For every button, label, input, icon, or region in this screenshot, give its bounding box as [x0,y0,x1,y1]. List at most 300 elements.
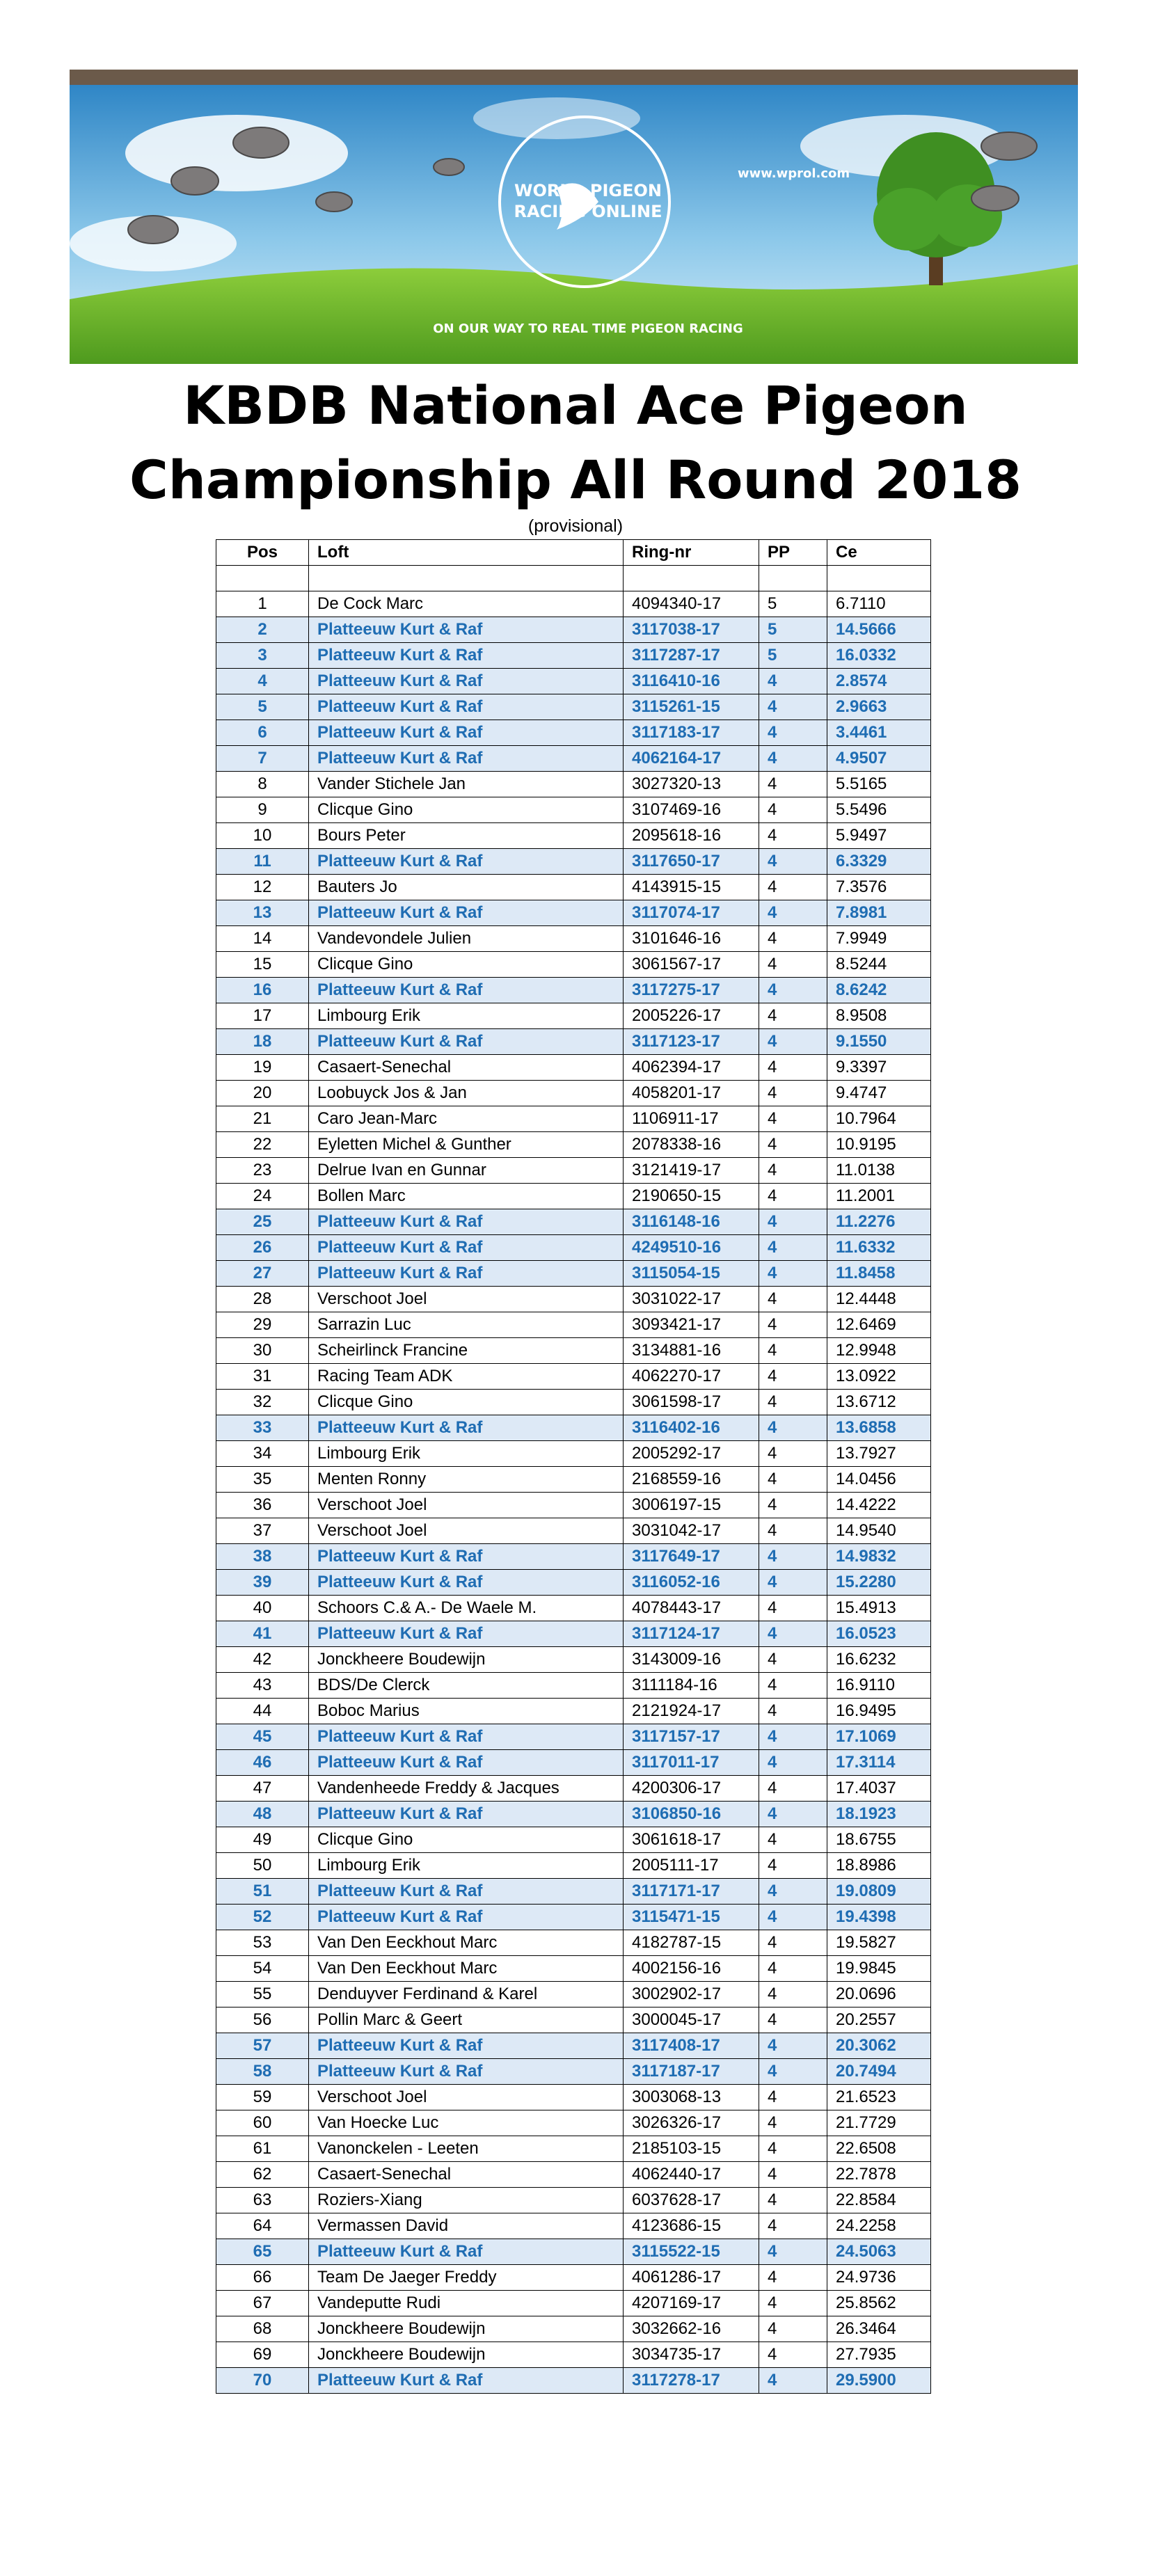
cell-ring-nr: 4207169-17 [624,2290,759,2316]
table-row [216,2290,931,2316]
cell-pos: 8 [216,771,309,797]
table-row [216,848,931,874]
cell-pos: 1 [216,591,309,617]
cell-ce: 14.0456 [827,1466,931,1492]
table-row [216,1260,931,1286]
cell-loft: BDS/De Clerck [309,1672,624,1698]
cell-ce: 8.9508 [827,1003,931,1028]
table-row [216,1955,931,1981]
cell-loft: Jonckheere Boudewijn [309,2342,624,2367]
cell-loft: Clicque Gino [309,951,624,977]
cell-pp: 4 [759,1878,827,1904]
cell-pp: 4 [759,848,827,874]
cell-pos: 15 [216,951,309,977]
cell-pp: 4 [759,1003,827,1028]
cell-ring-nr: 3101646-16 [624,925,759,951]
table-row [216,1312,931,1337]
cell-ring-nr: 3117275-17 [624,977,759,1003]
cell-loft: Platteeuw Kurt & Raf [309,1209,624,1234]
cell-pp: 4 [759,1621,827,1646]
cell-pp: 4 [759,2007,827,2033]
cell-ring-nr: 3116052-16 [624,1569,759,1595]
cell-ring-nr: 3061567-17 [624,951,759,977]
table-row [216,1775,931,1801]
cell-pos: 50 [216,1852,309,1878]
cell-ce: 7.8981 [827,900,931,925]
cell-pos: 38 [216,1543,309,1569]
cell-pp: 4 [759,1724,827,1749]
table-row [216,591,931,617]
table-row [216,1209,931,1234]
table-row [216,977,931,1003]
cell-ring-nr: 3117038-17 [624,617,759,642]
cell-pp: 4 [759,1775,827,1801]
cell-ring-nr: 2005226-17 [624,1003,759,1028]
cell-ce: 9.3397 [827,1054,931,1080]
cell-loft: Van Den Eeckhout Marc [309,1930,624,1955]
cell-pos: 14 [216,925,309,951]
cell-ce: 20.7494 [827,2058,931,2084]
cell-loft: Platteeuw Kurt & Raf [309,2058,624,2084]
provisional-note: (provisional) [527,516,624,536]
cell-ce: 6.3329 [827,848,931,874]
cell-loft: Verschoot Joel [309,1286,624,1312]
cell-ce: 21.7729 [827,2110,931,2136]
spacer-cell [216,566,309,591]
cell-loft: Pollin Marc & Geert [309,2007,624,2033]
header-pp: PP [759,540,827,566]
cell-pos: 52 [216,1904,309,1930]
cell-pp: 4 [759,1234,827,1260]
cell-ring-nr: 3107469-16 [624,797,759,822]
cell-pp: 4 [759,1415,827,1440]
cell-pp: 4 [759,2033,827,2058]
cell-pp: 4 [759,745,827,771]
cell-pos: 4 [216,668,309,694]
cell-ce: 22.6508 [827,2136,931,2161]
cell-pos: 32 [216,1389,309,1415]
cell-ce: 16.0523 [827,1621,931,1646]
cell-pp: 4 [759,668,827,694]
cell-ring-nr: 3117074-17 [624,900,759,925]
cell-loft: Boboc Marius [309,1698,624,1724]
cell-pp: 4 [759,2316,827,2342]
cell-pos: 22 [216,1131,309,1157]
cell-loft: Platteeuw Kurt & Raf [309,1543,624,1569]
cell-loft: Vander Stichele Jan [309,771,624,797]
cell-pp: 4 [759,1852,827,1878]
cell-pos: 61 [216,2136,309,2161]
table-row [216,2187,931,2213]
cell-ring-nr: 3117123-17 [624,1028,759,1054]
cell-ring-nr: 2005111-17 [624,1852,759,1878]
table-row [216,1646,931,1672]
cell-ce: 15.4913 [827,1595,931,1621]
table-row [216,1415,931,1440]
cell-loft: Delrue Ivan en Gunnar [309,1157,624,1183]
spacer-cell [624,566,759,591]
table-row [216,1054,931,1080]
cell-loft: Platteeuw Kurt & Raf [309,1415,624,1440]
cell-pp: 4 [759,1749,827,1775]
cell-ce: 10.9195 [827,1131,931,1157]
cell-loft: Platteeuw Kurt & Raf [309,1749,624,1775]
cell-pos: 36 [216,1492,309,1518]
cell-ce: 16.9110 [827,1672,931,1698]
banner-url: www.wprol.com [738,166,850,181]
cell-ce: 22.7878 [827,2161,931,2187]
cell-loft: Platteeuw Kurt & Raf [309,745,624,771]
table-row [216,900,931,925]
cell-ring-nr: 4058201-17 [624,1080,759,1106]
cell-ring-nr: 3002902-17 [624,1981,759,2007]
table-row [216,1672,931,1698]
cell-pos: 23 [216,1157,309,1183]
cell-pos: 31 [216,1363,309,1389]
cell-pp: 4 [759,2239,827,2264]
cell-ring-nr: 3117649-17 [624,1543,759,1569]
cell-pos: 42 [216,1646,309,1672]
cell-loft: Eyletten Michel & Gunther [309,1131,624,1157]
table-row [216,2264,931,2290]
cell-ce: 14.5666 [827,617,931,642]
table-row [216,1698,931,1724]
cell-ce: 18.6755 [827,1827,931,1852]
cell-pos: 35 [216,1466,309,1492]
cell-ce: 11.8458 [827,1260,931,1286]
header-pos: Pos [216,540,309,566]
table-row [216,1595,931,1621]
cell-pos: 26 [216,1234,309,1260]
cell-ce: 14.9832 [827,1543,931,1569]
cell-loft: Platteeuw Kurt & Raf [309,1234,624,1260]
cell-pp: 4 [759,2187,827,2213]
table-row [216,642,931,668]
cell-loft: Clicque Gino [309,1389,624,1415]
table-row [216,694,931,719]
cell-pp: 4 [759,951,827,977]
cell-ce: 14.9540 [827,1518,931,1543]
cell-loft: Platteeuw Kurt & Raf [309,848,624,874]
cell-pos: 10 [216,822,309,848]
cell-ce: 11.6332 [827,1234,931,1260]
cell-ce: 20.0696 [827,1981,931,2007]
cell-loft: Denduyver Ferdinand & Karel [309,1981,624,2007]
table-row [216,951,931,977]
cell-loft: De Cock Marc [309,591,624,617]
cell-ring-nr: 3117187-17 [624,2058,759,2084]
cell-pp: 4 [759,797,827,822]
cell-loft: Platteeuw Kurt & Raf [309,2239,624,2264]
cell-pos: 12 [216,874,309,900]
cell-ce: 17.1069 [827,1724,931,1749]
cell-ring-nr: 3117408-17 [624,2033,759,2058]
cell-ce: 19.0809 [827,1878,931,1904]
cell-ce: 6.7110 [827,591,931,617]
cell-pp: 4 [759,900,827,925]
table-row [216,822,931,848]
cell-ring-nr: 3116402-16 [624,1415,759,1440]
cell-pos: 41 [216,1621,309,1646]
page-title-line2: Championship All Round 2018 [129,449,1022,511]
cell-ring-nr: 2078338-16 [624,1131,759,1157]
cell-pp: 4 [759,2110,827,2136]
cell-ce: 11.0138 [827,1157,931,1183]
cell-loft: Platteeuw Kurt & Raf [309,1904,624,1930]
cell-ce: 13.0922 [827,1363,931,1389]
cell-pos: 16 [216,977,309,1003]
cell-ring-nr: 3117278-17 [624,2367,759,2393]
cell-ring-nr: 3061598-17 [624,1389,759,1415]
cell-ce: 7.3576 [827,874,931,900]
cell-ring-nr: 2168559-16 [624,1466,759,1492]
cell-ring-nr: 3116410-16 [624,668,759,694]
cell-pos: 18 [216,1028,309,1054]
cell-ce: 20.2557 [827,2007,931,2033]
cell-ring-nr: 3117650-17 [624,848,759,874]
cell-pos: 19 [216,1054,309,1080]
cell-ring-nr: 3117011-17 [624,1749,759,1775]
cell-pp: 4 [759,694,827,719]
header-banner [70,70,1078,364]
cell-ring-nr: 3006197-15 [624,1492,759,1518]
table-body [216,591,931,2393]
cell-pp: 4 [759,1801,827,1827]
cell-ce: 2.8574 [827,668,931,694]
cell-pp: 4 [759,1981,827,2007]
table-row [216,1801,931,1827]
cell-pp: 4 [759,1389,827,1415]
cell-pos: 27 [216,1260,309,1286]
cell-loft: Platteeuw Kurt & Raf [309,668,624,694]
cell-ring-nr: 3117171-17 [624,1878,759,1904]
table-row [216,719,931,745]
cell-ring-nr: 2190650-15 [624,1183,759,1209]
cell-ce: 4.9507 [827,745,931,771]
cell-pos: 47 [216,1775,309,1801]
cell-loft: Van Hoecke Luc [309,2110,624,2136]
table-header-row [216,540,931,566]
cell-pp: 4 [759,1286,827,1312]
cell-loft: Platteeuw Kurt & Raf [309,617,624,642]
cell-pos: 37 [216,1518,309,1543]
cell-ring-nr: 4062270-17 [624,1363,759,1389]
cell-pp: 4 [759,1054,827,1080]
cell-pp: 5 [759,617,827,642]
cell-ce: 19.4398 [827,1904,931,1930]
cell-ce: 14.4222 [827,1492,931,1518]
table-row [216,1852,931,1878]
cell-ring-nr: 4061286-17 [624,2264,759,2290]
cell-pp: 4 [759,1543,827,1569]
cell-pos: 13 [216,900,309,925]
cell-ce: 20.3062 [827,2033,931,2058]
cell-pp: 4 [759,1157,827,1183]
cell-ring-nr: 3106850-16 [624,1801,759,1827]
cell-loft: Casaert-Senechal [309,2161,624,2187]
cell-pos: 43 [216,1672,309,1698]
cell-ring-nr: 6037628-17 [624,2187,759,2213]
cell-pos: 33 [216,1415,309,1440]
cell-pp: 4 [759,1646,827,1672]
cell-ring-nr: 3093421-17 [624,1312,759,1337]
cell-pos: 51 [216,1878,309,1904]
cell-ce: 18.8986 [827,1852,931,1878]
cell-ring-nr: 4078443-17 [624,1595,759,1621]
table-row [216,1492,931,1518]
cell-ce: 16.0332 [827,642,931,668]
table-row [216,1878,931,1904]
cell-ring-nr: 3121419-17 [624,1157,759,1183]
cell-ce: 15.2280 [827,1569,931,1595]
cell-ce: 5.9497 [827,822,931,848]
cell-ce: 13.6858 [827,1415,931,1440]
table-row [216,1028,931,1054]
cell-pos: 5 [216,694,309,719]
cell-ce: 21.6523 [827,2084,931,2110]
table-row [216,1003,931,1028]
cell-ce: 24.9736 [827,2264,931,2290]
cell-ring-nr: 4249510-16 [624,1234,759,1260]
cell-ce: 11.2001 [827,1183,931,1209]
spacer-cell [309,566,624,591]
table-row [216,2058,931,2084]
cell-pos: 34 [216,1440,309,1466]
cell-pos: 67 [216,2290,309,2316]
cell-pp: 4 [759,1363,827,1389]
table-row [216,1337,931,1363]
cell-pp: 4 [759,1131,827,1157]
cell-pos: 49 [216,1827,309,1852]
cell-ce: 9.1550 [827,1028,931,1054]
cell-ring-nr: 3061618-17 [624,1827,759,1852]
cell-loft: Team De Jaeger Freddy [309,2264,624,2290]
cell-pos: 3 [216,642,309,668]
cell-loft: Verschoot Joel [309,1518,624,1543]
cell-ce: 19.5827 [827,1930,931,1955]
cell-pos: 60 [216,2110,309,2136]
cell-loft: Menten Ronny [309,1466,624,1492]
cell-pp: 4 [759,874,827,900]
cell-ring-nr: 4062394-17 [624,1054,759,1080]
cell-ring-nr: 3115054-15 [624,1260,759,1286]
cell-pos: 62 [216,2161,309,2187]
cell-pp: 4 [759,2058,827,2084]
cell-ring-nr: 3115522-15 [624,2239,759,2264]
cell-ce: 16.6232 [827,1646,931,1672]
cell-pos: 63 [216,2187,309,2213]
cell-ce: 12.4448 [827,1286,931,1312]
table-row [216,1440,931,1466]
cell-ce: 19.9845 [827,1955,931,1981]
cell-ring-nr: 4062164-17 [624,745,759,771]
cell-ring-nr: 4062440-17 [624,2161,759,2187]
table-row [216,668,931,694]
cell-pp: 4 [759,2264,827,2290]
cell-pos: 58 [216,2058,309,2084]
cell-ce: 9.4747 [827,1080,931,1106]
cell-ring-nr: 3115261-15 [624,694,759,719]
cell-loft: Platteeuw Kurt & Raf [309,2033,624,2058]
cell-ring-nr: 2121924-17 [624,1698,759,1724]
cell-ring-nr: 3027320-13 [624,771,759,797]
table-spacer-row [216,566,931,591]
cell-ce: 24.2258 [827,2213,931,2239]
cell-ring-nr: 3003068-13 [624,2084,759,2110]
cell-ring-nr: 3032662-16 [624,2316,759,2342]
cell-loft: Sarrazin Luc [309,1312,624,1337]
cell-pp: 4 [759,1518,827,1543]
cell-ce: 2.9663 [827,694,931,719]
cell-pp: 4 [759,1466,827,1492]
cell-ce: 13.6712 [827,1389,931,1415]
table-row [216,2239,931,2264]
cell-pos: 11 [216,848,309,874]
table-row [216,797,931,822]
cell-pp: 4 [759,2136,827,2161]
cell-ring-nr: 4002156-16 [624,1955,759,1981]
table-row [216,874,931,900]
cell-pos: 48 [216,1801,309,1827]
cell-pp: 4 [759,719,827,745]
cell-loft: Vandenheede Freddy & Jacques [309,1775,624,1801]
cell-ring-nr: 3117183-17 [624,719,759,745]
table-row [216,1080,931,1106]
table-row [216,1286,931,1312]
cell-ce: 24.5063 [827,2239,931,2264]
cell-loft: Platteeuw Kurt & Raf [309,1569,624,1595]
cell-ring-nr: 2005292-17 [624,1440,759,1466]
cell-ring-nr: 4200306-17 [624,1775,759,1801]
cell-loft: Platteeuw Kurt & Raf [309,1801,624,1827]
cell-ring-nr: 3117157-17 [624,1724,759,1749]
cell-ce: 10.7964 [827,1106,931,1131]
cell-loft: Platteeuw Kurt & Raf [309,1621,624,1646]
cell-pos: 65 [216,2239,309,2264]
cell-loft: Racing Team ADK [309,1363,624,1389]
cell-ring-nr: 4182787-15 [624,1930,759,1955]
cell-pp: 4 [759,1955,827,1981]
cell-loft: Verschoot Joel [309,2084,624,2110]
cell-pos: 56 [216,2007,309,2033]
banner-tagline: ON OUR WAY TO REAL TIME PIGEON RACING [433,321,743,336]
table-row [216,2136,931,2161]
cell-ring-nr: 3117287-17 [624,642,759,668]
table-row [216,1569,931,1595]
cell-ce: 5.5496 [827,797,931,822]
cell-loft: Bollen Marc [309,1183,624,1209]
cell-pos: 30 [216,1337,309,1363]
cell-ce: 26.3464 [827,2316,931,2342]
cell-pp: 4 [759,1827,827,1852]
cell-pos: 66 [216,2264,309,2290]
table-row [216,1981,931,2007]
cell-ring-nr: 3031042-17 [624,1518,759,1543]
table-row [216,1157,931,1183]
table-row [216,1363,931,1389]
table-row [216,1904,931,1930]
cell-loft: Scheirlinck Francine [309,1337,624,1363]
cell-loft: Jonckheere Boudewijn [309,2316,624,2342]
cell-loft: Loobuyck Jos & Jan [309,1080,624,1106]
cell-pp: 4 [759,1209,827,1234]
cell-ce: 5.5165 [827,771,931,797]
cell-ring-nr: 3111184-16 [624,1672,759,1698]
table-row [216,1621,931,1646]
cell-pp: 4 [759,1337,827,1363]
header-ring-nr: Ring-nr [624,540,759,566]
cell-pp: 4 [759,925,827,951]
